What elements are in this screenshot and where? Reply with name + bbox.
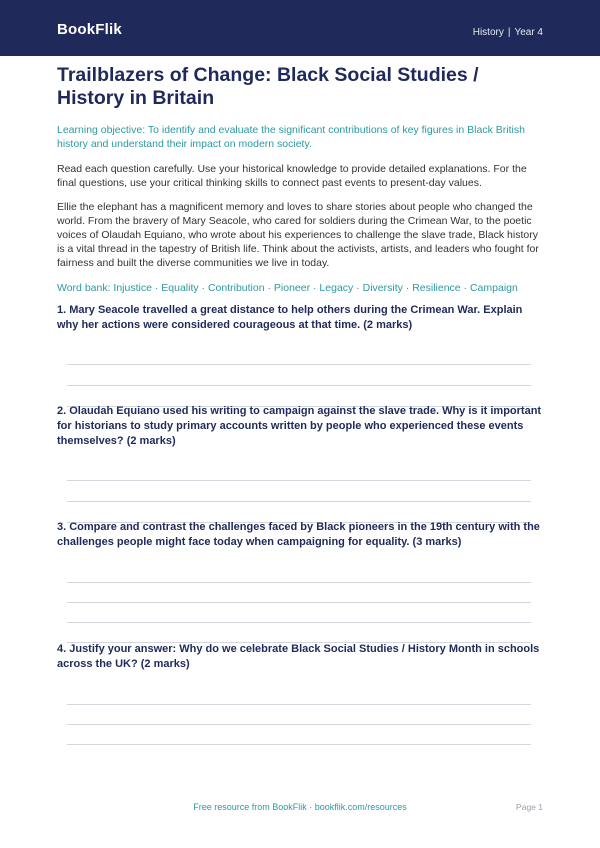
answer-line[interactable] — [67, 602, 531, 603]
page-title: Trailblazers of Change: Black Social Studies / History in Britain — [57, 64, 479, 109]
question-2 — [57, 404, 543, 449]
learning-objective: Learning objective: To identify and evaluate the significant contributions of key figures in Black British history and understand their impact on modern society. — [57, 124, 525, 150]
answer-line[interactable] — [67, 622, 531, 623]
subject-label: History — [472, 27, 504, 38]
page-number: Page 1 — [516, 802, 543, 812]
question-text: 3. Compare and contrast the challenges faced by Black pioneers in the 19th century with the challenges people might face today when campaigning for equality. (3 marks) — [57, 521, 540, 548]
question-text: 2. Olaudah Equiano used his writing to campaign against the slave trade. Why is it important for historians to study primary accounts written by people who experienced these events themselves? (2 marks) — [57, 405, 542, 447]
year-label: Year 4 — [514, 27, 543, 38]
answer-line[interactable] — [67, 501, 531, 502]
question-4 — [57, 642, 543, 672]
question-1 — [57, 303, 543, 333]
answer-line[interactable] — [67, 480, 531, 481]
word-bank: Word bank: Injustice · Equality · Contribution · Pioneer · Legacy · Diversity · Resilience · Campaign — [57, 282, 518, 294]
intro-section — [57, 64, 543, 295]
page-header — [0, 0, 600, 56]
answer-line[interactable] — [67, 744, 531, 745]
question-text: 4. Justify your answer: Why do we celebrate Black Social Studies / History Month in schools across the UK? (2 marks) — [57, 643, 540, 670]
question-text: 1. Mary Seacole travelled a great distance to help others during the Crimean War. Explain why her actions were considered courageous at that time. (2 marks) — [57, 304, 523, 331]
answer-line[interactable] — [67, 704, 531, 705]
header-meta — [473, 27, 543, 38]
answer-line[interactable] — [67, 385, 531, 386]
story-text: Ellie the elephant has a magnificent memory and loves to share stories about people who changed the world. From the bravery of Mary Seacole, who cared for soldiers during the Crimean War, to the poetic voices of Olaudah Equiano, who wrote about his experiences to challenge the slave trade, Black history is a vital thread in the tapestry of British life. Think about the activists, artists, and leaders who fought for fairness and built the diverse communities we live in today. — [57, 201, 539, 269]
answer-line[interactable] — [67, 364, 531, 365]
brand-logo-text[interactable]: BookFlik — [57, 21, 122, 38]
footer-resource-link[interactable]: Free resource from BookFlik · bookflik.com/resources — [193, 802, 407, 812]
meta-separator: | — [507, 27, 511, 38]
answer-line[interactable] — [67, 582, 531, 583]
question-3 — [57, 520, 543, 550]
instructions-text: Read each question carefully. Use your historical knowledge to provide detailed explanations. For the final questions, use your critical thinking skills to connect past events to present-day values. — [57, 163, 527, 189]
answer-line[interactable] — [67, 724, 531, 725]
